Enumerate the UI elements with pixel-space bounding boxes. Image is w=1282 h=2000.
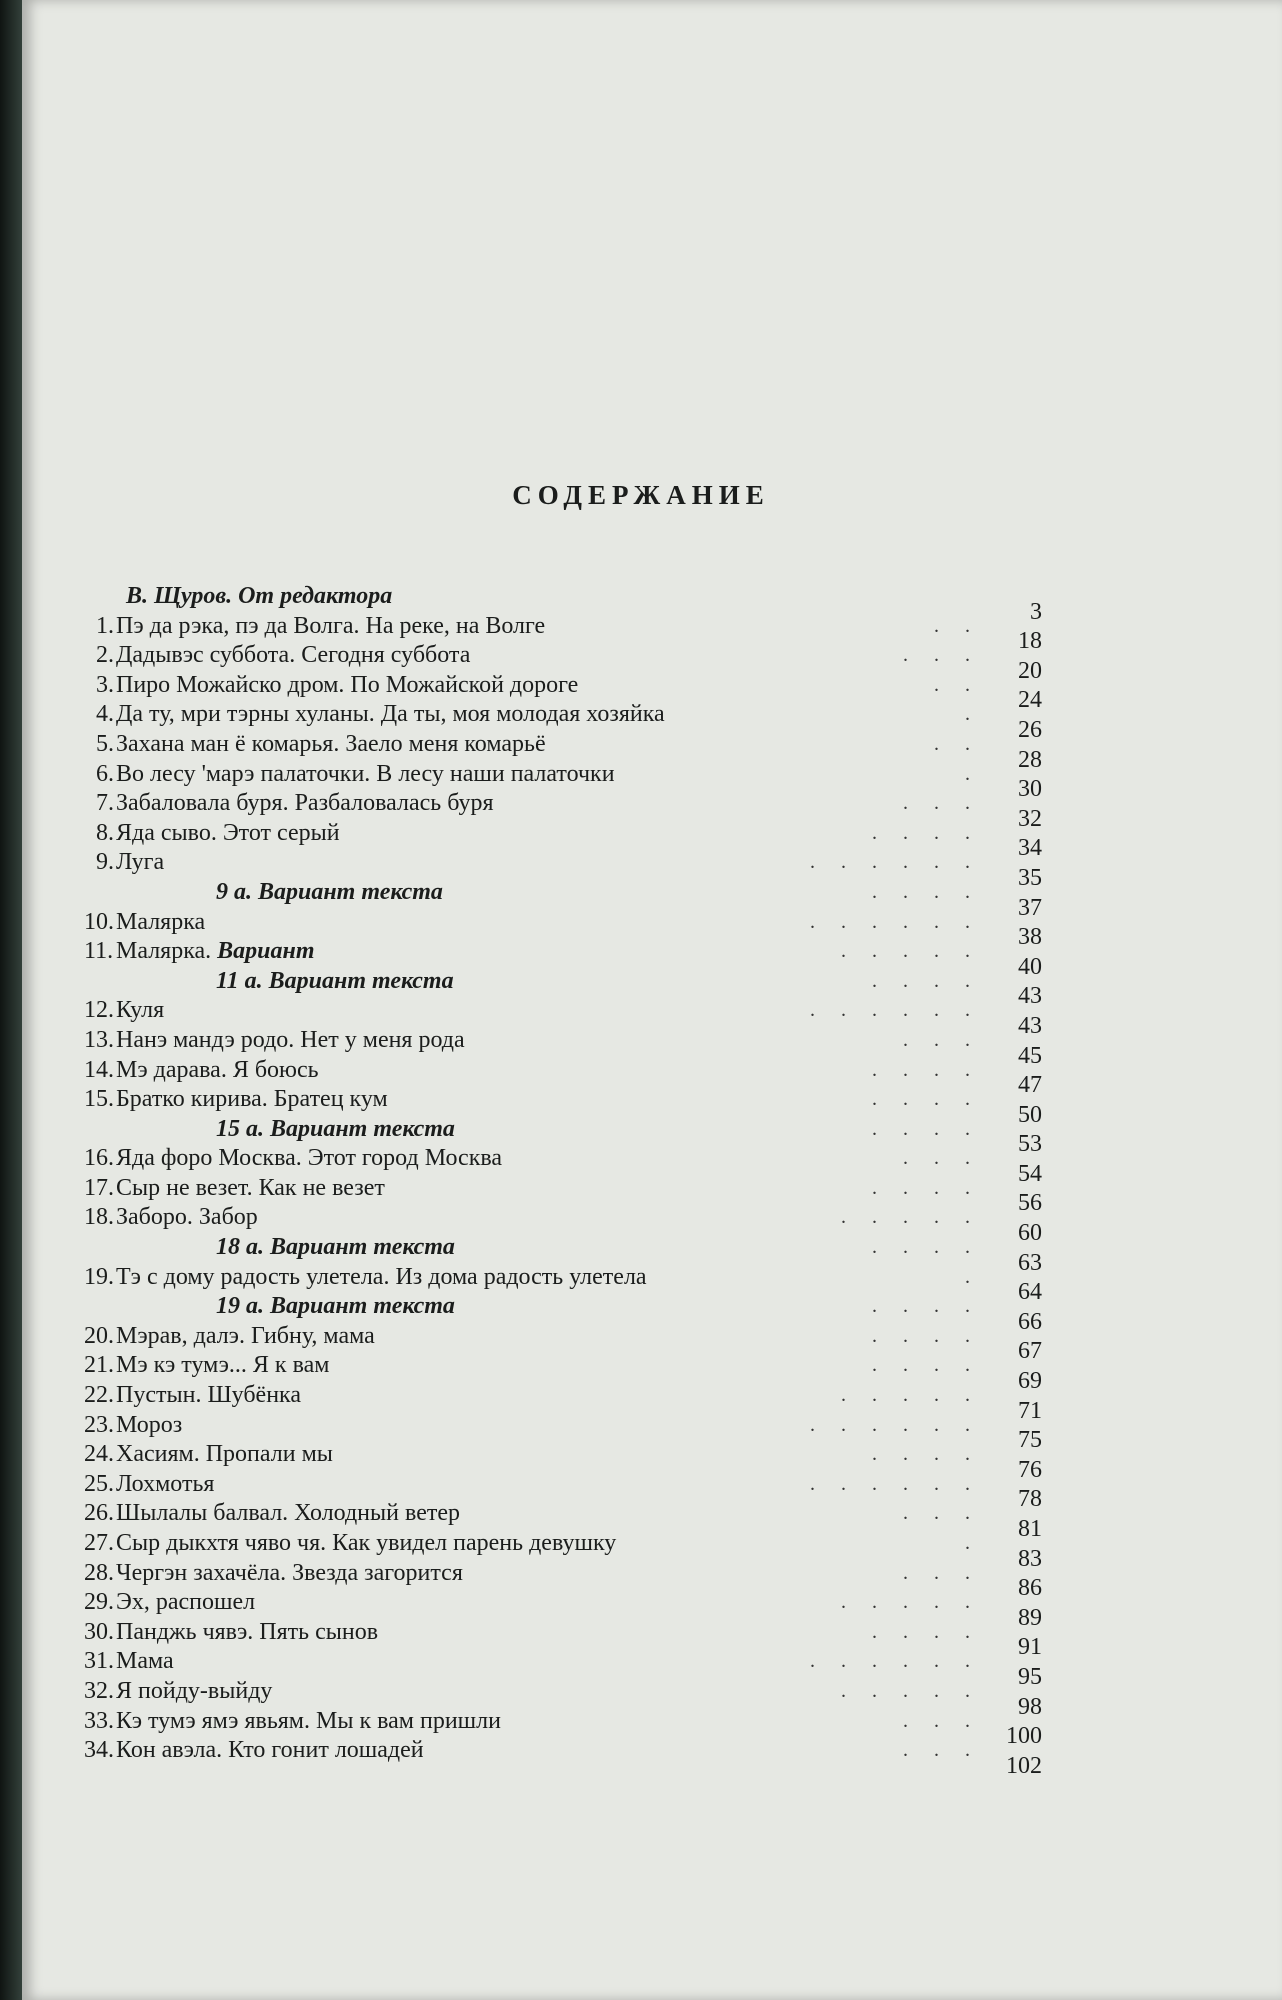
dot-leader: ... — [903, 644, 996, 667]
dot-leader: ..... — [841, 1591, 996, 1614]
toc-entry — [84, 1663, 1042, 1707]
toc-entry — [92, 746, 1042, 790]
toc-entry — [92, 582, 1042, 612]
toc-entry-number: 13. — [84, 1026, 114, 1053]
dot-leader: . — [965, 762, 996, 785]
toc-entry — [84, 1516, 1042, 1559]
toc-entry — [84, 1042, 1042, 1086]
toc-entry-text: Дадывэс суббота. Сегодня суббота — [116, 642, 471, 669]
toc-entry — [84, 1634, 1042, 1677]
dot-leader: .. — [934, 673, 996, 696]
toc-entry-page: 18 — [1018, 628, 1042, 655]
dot-leader: .... — [872, 1620, 996, 1643]
toc-entry-page: 83 — [1018, 1545, 1042, 1572]
dot-leader: ... — [903, 1147, 996, 1170]
dot-leader: ...... — [810, 1413, 996, 1436]
toc-entry-number: 16. — [84, 1145, 114, 1172]
toc-entry-title — [116, 819, 340, 849]
toc-entry-page: 38 — [1018, 924, 1042, 951]
toc-entry-number: 22. — [84, 1382, 114, 1409]
toc-entry-title — [116, 1470, 214, 1500]
toc-entry-page: 78 — [1018, 1486, 1042, 1513]
toc-entry-title — [116, 1736, 424, 1766]
toc-entry-number: 14. — [84, 1056, 114, 1083]
dot-leader: .... — [872, 1324, 996, 1347]
toc-entry-title — [116, 908, 205, 938]
toc-entry-page: 50 — [1018, 1101, 1042, 1128]
toc-entry-number: 15. — [84, 1086, 114, 1113]
toc-entry-page: 69 — [1018, 1368, 1042, 1395]
toc-entry-page: 56 — [1018, 1190, 1042, 1217]
toc-entry-number: 12. — [84, 997, 114, 1024]
page-title: СОДЕРЖАНИЕ — [512, 480, 770, 510]
toc-entry-title — [116, 760, 615, 790]
toc-entry-page: 89 — [1018, 1604, 1042, 1631]
toc-entry-title — [116, 1085, 388, 1115]
toc-entry-title — [116, 1647, 174, 1677]
toc-entry-text: Тэ с дому радость улетела. Из дома радость улетела — [116, 1263, 647, 1290]
toc-entry-title — [116, 1618, 378, 1648]
toc-entry — [84, 1249, 1042, 1293]
toc-entry-text: Сыр дыкхтя чяво чя. Как увидел парень девушку — [116, 1530, 617, 1556]
toc-entry-number: 21. — [84, 1352, 114, 1379]
toc-entry-text: Кон авэла. Кто гонит лошадей — [116, 1737, 424, 1764]
dot-leader: ...... — [810, 999, 996, 1022]
toc-entry-text: В. Щуров. От редактора — [126, 583, 393, 609]
toc-entry-text: Сыр не везет. Как не везет — [116, 1174, 385, 1201]
toc-entry-page: 100 — [1006, 1723, 1042, 1750]
toc-entry-title — [116, 700, 665, 730]
dot-leader: ...... — [810, 1472, 996, 1495]
toc-entry-title — [116, 1677, 272, 1707]
toc-entry-text: 18 а. Вариант текста — [216, 1234, 455, 1261]
toc-entry — [92, 953, 1042, 997]
toc-entry-number: 27. — [84, 1530, 114, 1556]
dot-leader: .... — [872, 880, 996, 903]
toc-entry — [84, 1575, 1042, 1618]
toc-entry-number: 17. — [84, 1174, 114, 1201]
toc-entry-text: Хасиям. Пропали мы — [116, 1441, 333, 1468]
toc-entry — [84, 1308, 1042, 1352]
toc-entry-number: 32. — [84, 1677, 114, 1704]
toc-entry-page: 66 — [1018, 1308, 1042, 1335]
toc-entry-text: Забаловала буря. Разбаловалась буря — [116, 790, 494, 817]
toc-entry-text: Заборо. Забор — [116, 1204, 258, 1231]
toc-entry-page: 60 — [1018, 1220, 1042, 1247]
dot-leader: .... — [872, 1295, 996, 1318]
toc-entry-text: Мороз — [116, 1411, 183, 1438]
toc-entry-text: Яда форо Москва. Этот город Москва — [116, 1145, 503, 1172]
toc-entry-title — [116, 789, 494, 819]
toc-entry-number: 6. — [96, 760, 114, 787]
toc-entry-text: Да ту, мри тэрны хуланы. Да ты, моя молодая хозяйка — [116, 701, 665, 728]
toc-entry-page: 71 — [1018, 1397, 1042, 1424]
toc-entry-number: 24. — [84, 1441, 114, 1468]
toc-entry — [92, 776, 1042, 819]
toc-entry — [84, 924, 1042, 967]
dot-leader: .... — [872, 1443, 996, 1466]
dot-leader: ... — [903, 792, 996, 815]
dot-leader: .... — [872, 1176, 996, 1199]
toc-entry-text: 19 а. Вариант текста — [216, 1293, 455, 1320]
toc-entry-page: 98 — [1018, 1693, 1042, 1720]
toc-entry — [84, 1693, 1042, 1737]
toc-entry-page: 28 — [1018, 746, 1042, 773]
toc-entry — [84, 1486, 1042, 1529]
toc-entry — [84, 1545, 1042, 1589]
toc-entry-number: 1. — [96, 612, 114, 639]
dot-leader: ... — [903, 1502, 996, 1525]
dot-leader: ... — [903, 1709, 996, 1732]
toc-entry-number: 23. — [84, 1411, 114, 1438]
toc-entry-number: 4. — [96, 701, 114, 728]
toc-entry-page: 63 — [1018, 1249, 1042, 1276]
toc-entry-title — [116, 1381, 301, 1411]
toc-entry — [84, 1190, 1042, 1233]
toc-entry-page: 64 — [1018, 1279, 1042, 1306]
toc-entry — [84, 894, 1042, 938]
toc-entry-title — [116, 848, 164, 878]
toc-entry-number: 2. — [96, 642, 114, 669]
toc-entry-title — [116, 1499, 460, 1529]
toc-entry-number: 19. — [84, 1263, 114, 1290]
toc-entry-number: 31. — [84, 1648, 114, 1675]
toc-entry-text: Мэ дарава. Я боюсь — [116, 1056, 319, 1083]
toc-entry-page: 54 — [1018, 1160, 1042, 1187]
toc-entry-text: Пиро Можайско дром. По Можайской дороге — [116, 671, 579, 698]
toc-entry — [84, 1456, 1042, 1500]
toc-entry-number: 30. — [84, 1618, 114, 1645]
toc-entry-title — [126, 582, 392, 612]
toc-entry-title — [116, 996, 164, 1026]
toc-entry-title — [116, 1411, 182, 1441]
toc-entry — [92, 1752, 1042, 1796]
toc-entry-page: 76 — [1018, 1456, 1042, 1483]
toc-entry-title — [216, 878, 443, 908]
toc-entry-number: 34. — [84, 1737, 114, 1764]
toc-entry-title — [116, 1529, 616, 1559]
toc-entry-title — [116, 1026, 465, 1056]
dot-leader: .... — [872, 1117, 996, 1140]
toc-entry — [92, 835, 1042, 878]
toc-entry-page: 35 — [1018, 864, 1042, 891]
toc-entry — [92, 864, 1042, 908]
toc-entry-page: 81 — [1018, 1516, 1042, 1542]
dot-leader: ...... — [810, 910, 996, 933]
toc-entry-page: 40 — [1018, 953, 1042, 980]
toc-entry-title — [116, 1559, 463, 1589]
toc-entry-title — [116, 730, 546, 760]
toc-entry — [84, 1604, 1042, 1648]
toc-entry-text: Братко кирива. Братец кум — [116, 1086, 388, 1113]
dot-leader: ... — [903, 1561, 996, 1584]
toc-entry-page: 91 — [1018, 1634, 1042, 1661]
toc-entry — [92, 1220, 1042, 1263]
toc-entry-text: Панджь чявэ. Пять сынов — [116, 1618, 379, 1645]
toc-entry-title — [116, 1203, 258, 1233]
toc-entry-title — [116, 641, 470, 671]
toc-entry-text: Захана ман ё комарья. Заело меня комарьё — [116, 730, 546, 757]
toc-entry-number: 33. — [84, 1707, 114, 1734]
toc-entry-number: 18. — [84, 1204, 114, 1231]
toc-entry-page: 20 — [1018, 657, 1042, 684]
dot-leader: .... — [872, 821, 996, 844]
toc-entry — [92, 598, 1042, 642]
toc-entry-text: 15 а. Вариант текста — [216, 1115, 455, 1142]
toc-entry-page: 43 — [1018, 1012, 1042, 1039]
toc-entry-text: Пустын. Шубёнка — [116, 1382, 301, 1409]
toc-entry — [92, 628, 1042, 671]
toc-entry-text: Чергэн захачёла. Звезда загорится — [116, 1559, 463, 1586]
toc-entry-page: 47 — [1018, 1072, 1042, 1099]
toc-entry-number: 25. — [84, 1470, 114, 1497]
toc-entry-page: 30 — [1018, 776, 1042, 803]
toc-entry-page: 95 — [1018, 1663, 1042, 1690]
toc-entry — [84, 1338, 1042, 1381]
toc-entry-title — [216, 1115, 455, 1145]
dot-leader: .... — [872, 1088, 996, 1111]
toc-entry — [92, 1101, 1042, 1145]
toc-entry-title — [116, 1707, 501, 1737]
toc-entry-text: Я пойду-выйду — [116, 1677, 273, 1704]
dot-leader: .... — [872, 1236, 996, 1259]
toc-entry-number: 10. — [84, 908, 114, 935]
toc-entry — [92, 805, 1042, 849]
toc-entry-text: Малярка. — [116, 938, 218, 965]
toc-entry-text: Эх, распошел — [116, 1589, 256, 1616]
toc-entry-title — [116, 612, 545, 642]
toc-entry-title — [116, 1588, 255, 1618]
toc-entry-title — [116, 1056, 319, 1086]
toc-entry — [84, 1131, 1042, 1174]
dot-leader: ..... — [841, 940, 996, 963]
toc-entry-title — [116, 1351, 329, 1381]
toc-entry — [92, 716, 1042, 760]
toc-entry-page: 86 — [1018, 1575, 1042, 1602]
toc-entry — [92, 657, 1042, 701]
dot-leader: ...... — [810, 1650, 996, 1673]
toc-entry-number: 20. — [84, 1322, 114, 1349]
dot-leader: . — [965, 1265, 996, 1288]
toc-entry-page: 45 — [1018, 1042, 1042, 1069]
dot-leader: ..... — [841, 1384, 996, 1407]
toc-entry-page: 67 — [1018, 1338, 1042, 1365]
toc-entry-number: 9. — [96, 849, 114, 876]
toc-entry — [84, 1368, 1042, 1411]
dot-leader: ... — [903, 1739, 996, 1762]
toc-entry — [92, 1279, 1042, 1322]
toc-entry-text: Малярка — [116, 908, 206, 935]
dot-leader: .... — [872, 969, 996, 992]
toc-entry-title — [116, 937, 315, 967]
toc-entry-text: Шылалы балвал. Холодный ветер — [116, 1500, 460, 1527]
toc-entry-page: 75 — [1018, 1427, 1042, 1454]
toc-entry — [84, 983, 1042, 1026]
toc-entry-page: 24 — [1018, 687, 1042, 714]
toc-entry-page: 53 — [1018, 1131, 1042, 1158]
toc-entry-page: 3 — [1030, 598, 1042, 625]
dot-leader: .... — [872, 1354, 996, 1377]
toc-entry-title — [116, 1263, 647, 1293]
toc-entry-page: 34 — [1018, 835, 1042, 862]
dot-leader: .. — [934, 614, 996, 637]
toc-entry — [84, 1723, 1042, 1766]
dot-leader: ...... — [810, 851, 996, 874]
toc-entry-text: Пэ да рэка, пэ да Волга. На реке, на Волге — [116, 612, 546, 639]
toc-entry-number: 5. — [96, 730, 114, 757]
toc-entry-text: Мэ кэ тумэ... Я к вам — [116, 1352, 330, 1379]
toc-entry — [84, 1012, 1042, 1056]
toc-entry-title — [216, 967, 454, 997]
toc-entry-text: Кэ тумэ ямэ явьям. Мы к вам пришли — [116, 1707, 501, 1734]
dot-leader: ..... — [841, 1679, 996, 1702]
toc-entry-title — [116, 1440, 333, 1470]
toc-entry-page: 32 — [1018, 805, 1042, 832]
toc-entry-number: 29. — [84, 1589, 114, 1616]
toc-entry — [84, 1427, 1042, 1470]
toc-entry — [92, 687, 1042, 730]
toc-entry-page: 43 — [1018, 983, 1042, 1010]
toc-entry — [84, 1160, 1042, 1204]
dot-leader: .. — [934, 732, 996, 755]
toc-entry-text: Яда сыво. Этот серый — [116, 819, 340, 846]
toc-entry-number: 28. — [84, 1559, 114, 1586]
toc-entry-text: Куля — [116, 997, 165, 1024]
toc-entry-page: 37 — [1018, 894, 1042, 921]
dot-leader: ... — [903, 1028, 996, 1051]
toc-entry-title — [116, 1144, 502, 1174]
toc-entry-number: 11. — [84, 938, 114, 965]
toc-entry-text: Луга — [116, 849, 165, 876]
toc-entry-title — [216, 1233, 455, 1263]
toc-entry-number: 7. — [96, 790, 114, 817]
toc-entry-number: 26. — [84, 1500, 114, 1527]
toc-entry-title — [116, 1322, 375, 1352]
toc-entry-text: Мэрав, далэ. Гибну, мама — [116, 1322, 375, 1349]
dot-leader: . — [965, 1532, 996, 1554]
toc-entry-page: 102 — [1006, 1752, 1042, 1779]
toc-entry-text: Лохмотья — [116, 1470, 215, 1497]
toc-entry-page: 26 — [1018, 716, 1042, 743]
toc-entry-text: Во лесу 'марэ палаточки. В лесу наши палаточки — [116, 760, 615, 787]
dot-leader: . — [965, 703, 996, 726]
dot-leader: ..... — [841, 1206, 996, 1229]
toc-entry-title — [216, 1292, 455, 1322]
toc-entry — [84, 1397, 1042, 1441]
toc-entry-title — [116, 1174, 385, 1204]
toc-entry-text: Мама — [116, 1648, 174, 1675]
toc-entry-italic: Вариант — [217, 938, 315, 965]
toc-entry-text: 11 а. Вариант текста — [216, 967, 454, 994]
table-of-contents — [84, 582, 1042, 1795]
toc-entry-title — [116, 671, 578, 701]
toc-entry — [84, 1072, 1042, 1115]
toc-entry-text: 9 а. Вариант текста — [216, 878, 443, 905]
book-edge — [0, 0, 22, 2000]
dot-leader: .... — [872, 1058, 996, 1081]
toc-entry-number: 8. — [96, 819, 114, 846]
toc-entry-number: 3. — [96, 671, 114, 698]
toc-entry-text: Нанэ мандэ родо. Нет у меня рода — [116, 1026, 465, 1053]
